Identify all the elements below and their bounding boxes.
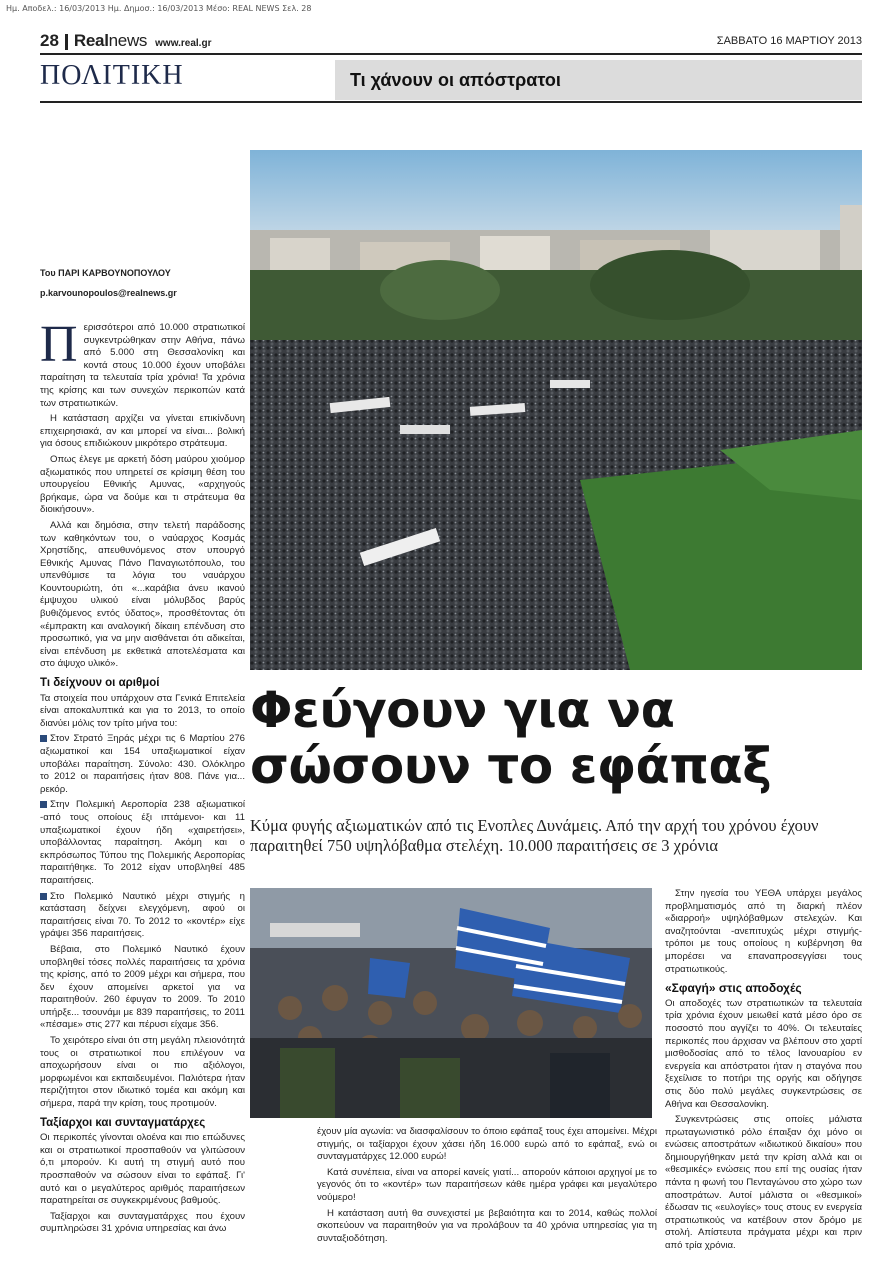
header-rule — [40, 53, 862, 55]
bullet-paragraph: Στο Πολεμικό Ναυτικό μέχρι στιγμής η κατάσταση δείχνει ελεγχόμενη, αφού οι παραιτήσεις είναι 70. Το 2012 το «κοντέρ» είχε γράψει 356 παραιτήσεις. — [40, 890, 245, 940]
crowd-photo-graphic — [250, 150, 862, 670]
section-rule — [40, 101, 862, 103]
page-number: 28 — [40, 31, 59, 50]
bullet-paragraph: Στον Στρατό Ξηράς μέχρι τις 6 Μαρτίου 276 αξιωματικοί και 154 υπαξιωματικοί είχαν υποβάλει παραίτηση. Σύνολο: 430. Ολόκληρο το 2012 οι παραιτήσεις ήταν 808. Πάνε για... ρεκόρ. — [40, 733, 245, 795]
body-paragraph: Στην ηγεσία του ΥΕΘΑ υπάρχει μεγάλος προβληματισμός από τη διαρκή πλέον «διαρροή» υψηλόβαθμων στελεχών. Και αναζητούνται -ανεπιτυχώς μέχρι στιγμής- τρόποι με τους οποίους η κυβέρνηση θα μπορέσει να επαναπροσεγγίσει τους στρατιωτικούς. — [665, 888, 862, 975]
article-subheadline: Κύμα φυγής αξιωματικών από τις Ενοπλες Δυνάμεις. Από την αρχή του χρόνου έχουν παραιτηθεί 750 υψηλόβαθμα στελέχη. 10.000 παραιτήσεις σε 3 χρόνια — [250, 816, 819, 855]
body-paragraph: Οι αποδοχές των στρατιωτικών τα τελευταία τρία χρόνια έχουν μειωθεί κατά μέσο όρο σε ποσοστό που αγγίζει το 40%. Οι τελευταίες περικοπές που άρχισαν να βλέπουν στο χαρτί μισθοδοσίας από το τέλος Ιανουαρίου εν ενεργεία και απόστρατοι ήταν η σταγόνα που ξεχείλισε το ποτήρι της οργής και οδήγησε στις δύο πολύ μεγάλες συγκεντρώσεις σε Αθήνα και Θεσσαλονίκη. — [665, 997, 862, 1110]
headline-line-1: Φεύγουν για να — [250, 681, 675, 739]
page-header — [40, 30, 862, 52]
body-paragraph: Ταξίαρχοι και συνταγματάρχες που έχουν συμπληρώσει 31 χρόνια υπηρεσίας και άνω — [40, 1210, 245, 1235]
protesters-flags-photo — [250, 888, 652, 1118]
article-column-left — [40, 316, 245, 1239]
body-paragraph: Οπως έλεγε με αρκετή δόση μαύρου χιούμορ αξιωματικός που υπηρετεί σε κρίσιμη θέση του υπουργείου Εθνικής Αμυνας, «αρχηγούς βρήκαμε, ώρα να δούμε και τι στράτευμα θα διοικήσουν». — [40, 453, 245, 516]
square-bullet-icon — [40, 801, 47, 808]
body-paragraph: Οι περικοπές γίνονται ολοένα και πιο επώδυνες και οι στρατιωτικοί προσπαθούν να γλιτώσουν ό,τι μπορούν. Κι αυτή τη στιγμή αυτό που προσπαθούν να σώσουν είναι το εφάπαξ. Γι' αυτό και ο μεγαλύτερος αριθμός παραιτήσεων παρατηρείται σε συγκεκριμένους βαθμούς. — [40, 1132, 245, 1207]
body-paragraph: Η κατάσταση αρχίζει να γίνεται επικίνδυνη επιχειρησιακά, αν και μπορεί να είναι... βολική για όσους επιδιώκουν μικρότερο στράτευμα. — [40, 413, 245, 450]
header-left — [40, 31, 211, 51]
lead-paragraph: Περισσότεροι από 10.000 στρατιωτικοί συγκεντρώθηκαν στην Αθήνα, πάνω από 5.000 στη Θεσσαλονίκη και κοντά στους 10.000 έχουν υποβάλει παραίτηση τα τελευταία τρία χρόνια! Τα χρόνια της κρίσης και των συνεχών περικοπών κατά των στρατιωτικών. — [40, 316, 245, 409]
section-name: ΠΟΛΙΤΙΚΗ — [40, 60, 184, 91]
subheading-salaries: «Σφαγή» στις αποδοχές — [665, 981, 802, 996]
brand-real: Real — [73, 31, 109, 50]
main-headline — [250, 682, 862, 794]
article-author: Του ΠΑΡΙ ΚΑΡΒΟΥΝΟΠΟΥΛΟΥ — [40, 268, 171, 278]
body-paragraph: Τα στοιχεία που υπάρχουν στα Γενικά Επιτελεία είναι αποκαλυπτικά και για το 2013, το οποίο διανύει μόλις τον τρίτο μήνα του: — [40, 692, 245, 729]
article-column-middle — [317, 1126, 657, 1248]
bullet-paragraph: Στην Πολεμική Αεροπορία 238 αξιωματικοί -από τους οποίους έξι ιπτάμενοι- και 11 υπαξιωματικοί έχουν ήδη «χαιρετήσει», υποβάλλοντας παραίτηση. Ακόμη και ο εκπρόσωπος Τύπου της Πολεμικής Αεροπορίας παραιτήθηκε. Το 2012 είχαν υποβληθεί 485 παραιτήσεις. — [40, 799, 245, 886]
body-paragraph: Κατά συνέπεια, είναι να απορεί κανείς γιατί... απορούν κάποιοι αρχηγοί με το γεγονός ότι το «κοντέρ» των παραιτήσεων κάθε ημέρα γράφει και μεγαλύτερο νούμερο! — [317, 1166, 657, 1203]
body-paragraph: Το χειρότερο είναι ότι στη μεγάλη πλειονότητά τους οι στρατιωτικοί που επιλέγουν να αποχωρήσουν είναι οι πιο αξιόλογοι, μορφωμένοι και εκπαιδευμένοι. Παλιότερα ήταν περιζήτητοι στον ιδιωτικό τομέα και ακόμη και σήμερα, παρά την κρίση, τους προτιμούν. — [40, 1035, 245, 1110]
brand-news: news — [108, 31, 148, 50]
section-title: Τι χάνουν οι απόστρατοι — [350, 70, 561, 90]
issue-date: ΣΑΒΒΑΤΟ 16 ΜΑΡΤΙΟΥ 2013 — [716, 35, 862, 47]
subheading-ranks: Ταξίαρχοι και συνταγματάρχες — [40, 1116, 206, 1129]
article-column-right — [665, 888, 862, 1256]
body-paragraph: Βέβαια, στο Πολεμικό Ναυτικό έχουν υποβληθεί τόσες πολλές παραιτήσεις τα χρόνια της κρίσης, από το 2009 μέχρι και σήμερα, που δεν έχουν απομείνει αρκετοί για να παραιτηθούν. 260 έφυγαν το 2009. Το 2010 υπήρξε... τσουνάμι με 839 παραιτήσεις, το 2011 «πέσαμε» στις 277 και πέρυσι είχαμε 356. — [40, 943, 245, 1031]
clipping-metadata: Ημ. Αποδελ.: 16/03/2013 Ημ. Δημοσ.: 16/03/2013 Μέσο: REAL NEWS Σελ. 28 — [6, 4, 312, 13]
drop-cap: Π — [40, 316, 78, 373]
body-paragraph: Η κατάσταση αυτή θα συνεχιστεί με βεβαιότητα και το 2014, καθώς πολλοί σκοπεύουν να παραιτηθούν για να προλάβουν τα 40 χρόνια υπηρεσίας για τη συνταξιοδότηση. — [317, 1207, 657, 1244]
header-divider — [65, 34, 68, 50]
subheading-numbers: Τι δείχνουν οι αριθμοί — [40, 677, 160, 690]
author-email[interactable]: p.karvounopoulos@realnews.gr — [40, 288, 177, 298]
body-paragraph: έχουν μία αγωνία: να διασφαλίσουν το όποιο εφάπαξ τους έχει απομείνει. Μέχρι στιγμής, οι ταξίαρχοι έχουν χάσει ήδη 16.000 ευρώ από το εφάπαξ, ενώ οι συνταγματάρχες 12.000 ευρώ! — [317, 1126, 657, 1163]
flags-photo-graphic — [250, 888, 652, 1118]
body-paragraph: Συγκεντρώσεις στις οποίες μάλιστα πρωταγωνιστικό ρόλο έπαιξαν όχι μόνο οι ενώσεις αποστράτων «ιδιωτικού δικαίου» που δημιουργήθηκαν μετά την κρίση αλλά και οι «θεσμικές» ενώσεις που επί της ουσίας ήταν πάντα η φωνή του Πενταγώνου στο χώρο των αποστράτων. Αυτοί μάλιστα οι «θεσμικοί» έδωσαν τις «ευλογίες» τους στους εν ενεργεία στρατιωτικούς να κατέβουν στον δρόμο με στολή. Απίστευτα πράγματα μέχρι και πριν από τρία χρόνια. — [665, 1114, 862, 1252]
site-url: www.real.gr — [155, 38, 212, 49]
square-bullet-icon — [40, 893, 47, 900]
brand-logo — [74, 31, 147, 50]
protest-crowd-photo — [250, 150, 862, 670]
body-paragraph: Αλλά και δημόσια, στην τελετή παράδοσης των καθηκόντων του, ο ναύαρχος Κοσμάς Χρηστίδης, απευθυνόμενος στον υπουργό Εθνικής Αμυνας Πάνο Παναγιωτόπουλο, του υπενθύμισε τα λόγια του ναυάρχου Κουντουριώτη, ότι «...καράβια άνευ ικανού έμψυχου υλικού είναι μόλυβδος βαρύς βυθιζόμενος εντός ύδατος», προσθέτοντας ότι «έμπρακτη και αναλογική δίκαιη επένδυση στο προσωπικό, για να μην αισθάνεται ότι αδικείται, είναι επένδυση με εκθετικά αποτελέσματα και στο άψυχο υλικό». — [40, 519, 245, 670]
headline-line-2: σώσουν το εφάπαξ — [250, 737, 772, 795]
square-bullet-icon — [40, 735, 47, 742]
